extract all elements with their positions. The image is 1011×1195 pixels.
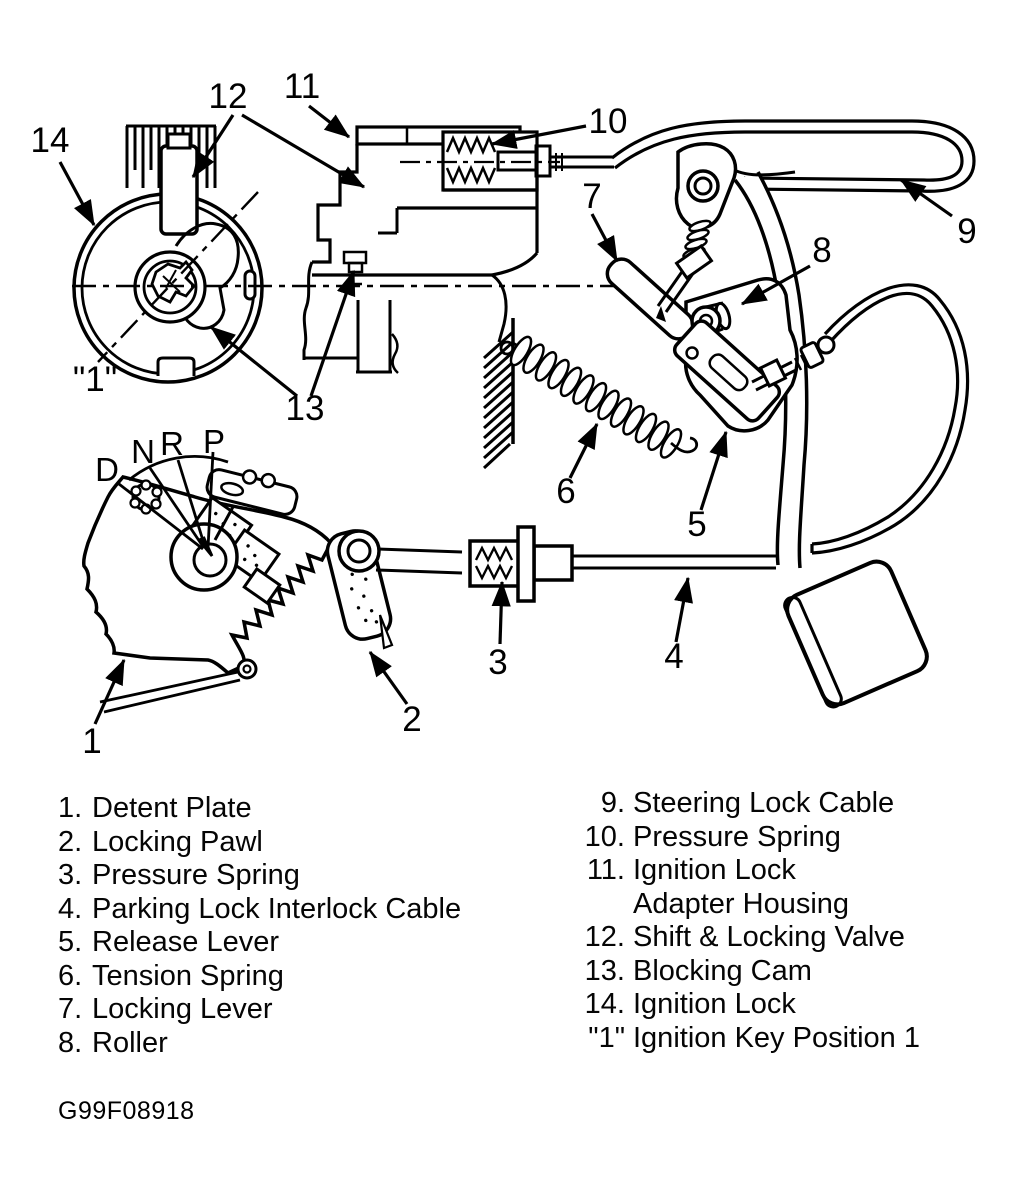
legend-label: Ignition Lock xyxy=(633,854,796,886)
legend-label: Release Lever xyxy=(92,926,279,958)
legend-num xyxy=(577,888,625,922)
legend-num: 11. xyxy=(586,854,625,886)
legend-item xyxy=(577,988,920,1022)
callout-12: 12 xyxy=(208,77,248,116)
legend-item xyxy=(58,859,461,893)
legend-item xyxy=(58,826,461,860)
legend-label: Steering Lock Cable xyxy=(633,787,895,819)
callout-11: 11 xyxy=(283,67,321,106)
legend-label: Pressure Spring xyxy=(92,859,300,891)
legend-num: 14. xyxy=(584,988,625,1020)
legend-num: 7. xyxy=(58,993,83,1025)
shift-locking-valve xyxy=(161,146,197,234)
legend-item xyxy=(577,854,920,888)
legend-num: 5. xyxy=(58,926,83,958)
callout-5: 5 xyxy=(687,505,707,544)
legend-item xyxy=(58,926,461,960)
lock-cable-lower xyxy=(812,285,968,553)
legend-label: Locking Lever xyxy=(92,993,273,1025)
gear-letter-n: N xyxy=(131,433,155,470)
legend-item xyxy=(58,893,461,927)
callout-6: 6 xyxy=(556,472,576,511)
callout-14: 14 xyxy=(30,121,70,160)
pedal-pad xyxy=(782,557,932,710)
legend-num: 13. xyxy=(584,954,625,987)
legend-label: Blocking Cam xyxy=(633,954,812,987)
legend-item xyxy=(58,993,461,1027)
legend-num: 6. xyxy=(58,959,83,992)
tension-spring xyxy=(501,334,697,460)
callout-3: 3 xyxy=(488,643,508,682)
legend-num: 1. xyxy=(58,792,83,824)
legend-left-column xyxy=(58,792,461,1060)
legend-label: Parking Lock Interlock Cable xyxy=(92,892,462,925)
legend-label: Ignition Lock xyxy=(633,988,796,1020)
legend-num: 2. xyxy=(58,825,83,858)
blocking-cam-section xyxy=(344,252,366,263)
legend-num: 3. xyxy=(58,859,83,891)
legend-num: "1" xyxy=(588,1021,625,1054)
legend-label: Detent Plate xyxy=(92,792,252,824)
legend-label: Ignition Key Position 1 xyxy=(633,1021,920,1054)
legend-item xyxy=(577,1022,920,1056)
locking-pawl xyxy=(324,527,395,648)
callout-4: 4 xyxy=(664,637,684,676)
callout-1: 1 xyxy=(82,722,102,761)
legend-item xyxy=(577,955,920,989)
callout-7: 7 xyxy=(582,177,602,216)
gear-letter-d: D xyxy=(95,451,119,488)
interlock-cable xyxy=(572,556,776,568)
legend-num: 10. xyxy=(584,820,625,853)
legend-num: 8. xyxy=(58,1026,83,1059)
callout-13: 13 xyxy=(285,389,325,428)
legend-num: 4. xyxy=(58,892,83,925)
legend-item xyxy=(577,888,920,922)
legend-right-column xyxy=(577,787,920,1055)
adapter-housing-section xyxy=(304,127,614,373)
legend-item xyxy=(577,787,920,821)
legend-num: 12. xyxy=(584,921,625,953)
gear-letter-r: R xyxy=(160,425,184,462)
callout-10: 10 xyxy=(588,102,628,141)
legend-item xyxy=(577,921,920,955)
figure-code: G99F08918 xyxy=(58,1097,195,1125)
legend-item xyxy=(58,960,461,994)
legend-label: Locking Pawl xyxy=(92,825,263,858)
legend-num: 9. xyxy=(600,787,625,819)
callout-2: 2 xyxy=(402,700,422,739)
legend-label: Shift & Locking Valve xyxy=(633,921,905,953)
legend-label: Tension Spring xyxy=(92,959,284,992)
legend-label: Adapter Housing xyxy=(633,887,850,920)
legend-label: Pressure Spring xyxy=(633,820,841,853)
callout-key-position: "1" xyxy=(72,360,118,399)
pressure-spring-fitting xyxy=(470,527,572,601)
legend-item xyxy=(58,1027,461,1061)
gear-letter-p: P xyxy=(202,423,226,460)
legend-label: Roller xyxy=(92,1026,168,1059)
legend-item xyxy=(58,792,461,826)
steering-lock-cable xyxy=(612,121,974,191)
legend-item xyxy=(577,821,920,855)
callout-9: 9 xyxy=(957,212,977,251)
callout-8: 8 xyxy=(812,231,832,270)
